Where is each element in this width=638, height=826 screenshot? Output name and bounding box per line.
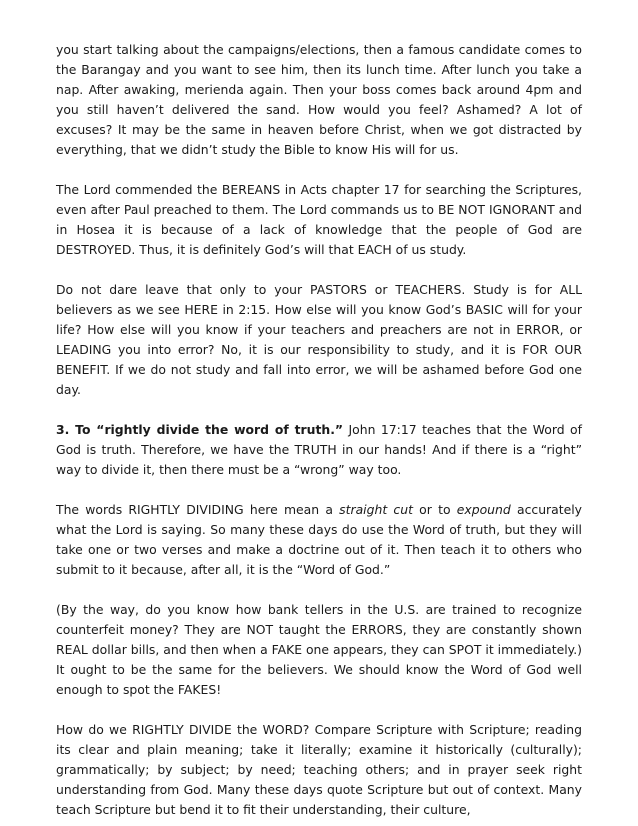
paragraph-6: (By the way, do you know how bank tellers in the U.S. are trained to recognize counterfeit money? They are NOT taught the ERRORS, they are constantly shown REAL dollar bills, and then when a FAKE one appears, they can SPOT it immediately.) It ought to be the same for the believers. We should know the Word of God well enough to spot the FAKES! [56, 602, 582, 697]
section-heading: 3. To “rightly divide the word of truth.” [56, 422, 344, 437]
paragraph-5-part-a: The words RIGHTLY DIVIDING here mean a [56, 502, 340, 517]
paragraph-7: How do we RIGHTLY DIVIDE the WORD? Compare Scripture with Scripture; reading its clear and plain meaning; take it literally; examine it historically (culturally); grammatically; by subject; by need; teaching others; and in prayer seek right understanding from God. Many these days quote Scripture but out of context. Many teach Scripture but bend it to fit their understanding, their culture, [56, 722, 582, 817]
emphasis-expound: expound [456, 502, 511, 517]
paragraph-2: The Lord commended the BEREANS in Acts chapter 17 for searching the Scriptures, even after Paul preached to them. The Lord commands us to BE NOT IGNORANT and in Hosea it is because of a lack of knowledge that the people of God are DESTROYED. Thus, it is definitely God’s will that EACH of us study. [56, 182, 582, 257]
emphasis-straight-cut: straight cut [339, 502, 413, 517]
paragraph-4 [56, 420, 582, 480]
paragraph-1: you start talking about the campaigns/elections, then a famous candidate comes to the Barangay and you want to see him, then its lunch time. After lunch you take a nap. After awaking, merienda again. Then your boss comes back around 4pm and you still haven’t delivered the sand. How would you feel? Ashamed? A lot of excuses? It may be the same in heaven before Christ, when we got distracted by everything, that we didn’t study the Bible to know His will for us. [56, 42, 582, 157]
document-page [56, 40, 582, 820]
paragraph-5-part-b: or to [412, 502, 457, 517]
paragraph-4-body: John 17:17 teaches that the Word of God is truth. Therefore, we have the TRUTH in our hands! And if there is a “right” way to divide it, then there must be a “wrong” way too. [56, 422, 583, 477]
paragraph-3: Do not dare leave that only to your PASTORS or TEACHERS. Study is for ALL believers as we see HERE in 2:15. How else will you know God’s BASIC will for your life? How else will you know if your teachers and preachers are not in ERROR, or LEADING you into error? No, it is our responsibility to study, and it is FOR OUR BENEFIT. If we do not study and fall into error, we will be ashamed before God one day. [56, 282, 582, 397]
paragraph-5 [56, 500, 582, 580]
paragraph-5-part-c: accurately what the Lord is saying. So many these days do use the Word of truth, but they will take one or two verses and make a doctrine out of it. Then teach it to others who submit to it because, after all, it is the “Word of God.” [56, 502, 582, 577]
